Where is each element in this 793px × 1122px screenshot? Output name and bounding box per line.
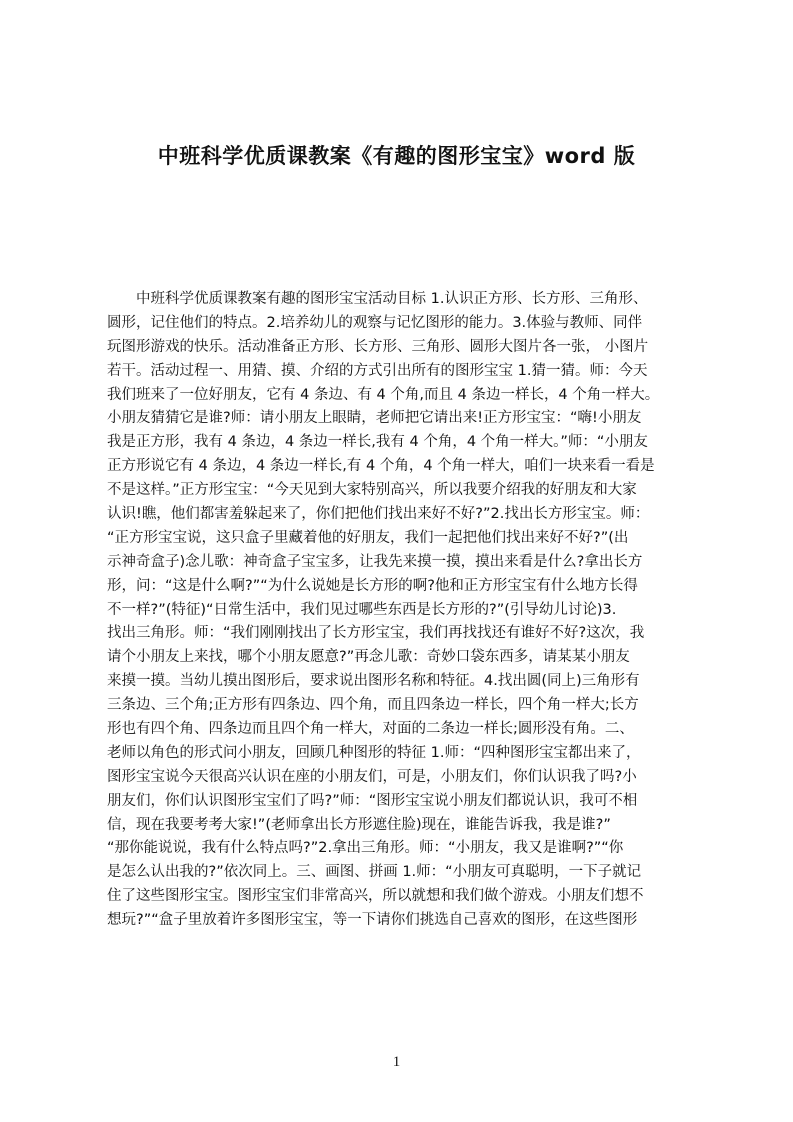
text-line: “正方形宝宝说，这只盒子里藏着他的好朋友，我们一起把他们找出来好不好?”(出 [107,529,629,546]
document-title: 中班科学优质课教案《有趣的图形宝宝》word 版 [157,144,636,168]
text-line: 请个小朋友上来找，哪个小朋友愿意?”再念儿歌：奇妙口袋东西多，请某某小朋友 [107,649,630,666]
body-paragraph [107,288,697,933]
text-line: 我们班来了一位好朋友，它有 4 条边、有 4 个角,而且 4 条边一样长，4 个角一样大。 [107,386,660,403]
text-line: 图形宝宝说今天很高兴认识在座的小朋友们，可是，小朋友们，你们认识我了吗?小 [107,768,637,785]
text-line: 玩图形游戏的快乐。活动准备正方形、长方形、三角形、圆形大图片各一张， 小图片 [107,338,649,355]
text-line: 中班科学优质课教案有趣的图形宝宝活动目标 1.认识正方形、长方形、三角形、 [107,291,648,307]
text-line: 信，现在我要考考大家!”(老师拿出长方形遮住脸)现在，谁能告诉我，我是谁?” [107,816,611,833]
text-line: 形，问：“这是什么啊?”“为什么说她是长方形的啊?他和正方形宝宝有什么地方长得 [107,577,638,594]
text-line: 来摸一摸。当幼儿摸出图形后，要求说出图形名称和特征。4.找出圆(同上)三角形有 [107,673,640,690]
text-line: 老师以角色的形式问小朋友，回顾几种图形的特征 1.师：“四种图形宝宝都出来了， [107,744,641,761]
text-line: “那你能说说，我有什么特点吗?”2.拿出三角形。师：“小朋友，我又是谁啊?”“你 [107,840,624,857]
text-line: 若干。活动过程一、用猜、摸、介绍的方式引出所有的图形宝宝 1.猜一猜。师：今天 [107,362,648,379]
text-line: 不是这样。”正方形宝宝：“今天见到大家特别高兴，所以我要介绍我的好朋友和大家 [107,482,637,499]
text-line: 我是正方形，我有 4 条边，4 条边一样长,我有 4 个角，4 个角一样大。”师：“小朋友 [107,434,648,451]
text-line: 三条边、三个角;正方形有四条边、四个角，而且四条边一样长，四个角一样大;长方 [107,697,639,714]
text-line: 形也有四个角、四条边而且四个角一样大，对面的二条边一样长;圆形没有角。二、 [107,721,634,738]
text-line: 住了这些图形宝宝。图形宝宝们非常高兴，所以就想和我们做个游戏。小朋友们想不 [107,888,644,905]
text-line: 正方形说它有 4 条边，4 条边一样长,有 4 个角，4 个角一样大，咱们一块来看一看是 [107,458,655,475]
text-line: 找出三角形。师：“我们刚刚找出了长方形宝宝，我们再找找还有谁好不好?这次，我 [107,625,645,642]
text-line: 朋友们，你们认识图形宝宝们了吗?”师：“图形宝宝说小朋友们都说认识，我可不相 [107,792,638,809]
page-number: 1 [392,1054,401,1070]
text-line: 不一样?”(特征)“日常生活中，我们见过哪些东西是长方形的?”(引导幼儿讨论)3. [107,601,617,618]
text-line: 想玩?”“盒子里放着许多图形宝宝，等一下请你们挑选自己喜欢的图形，在这些图形 [107,912,638,929]
text-line: 是怎么认出我的?”依次同上。三、画图、拼画 1.师：“小朋友可真聪明，一下子就记 [107,864,642,881]
text-line: 圆形，记住他们的特点。2.培养幼儿的观察与记忆图形的能力。3.体验与教师、同伴 [107,314,643,331]
text-line: 示神奇盒子)念儿歌：神奇盒子宝宝多，让我先来摸一摸，摸出来看是什么?拿出长方 [107,553,643,570]
text-line: 认识!瞧，他们都害羞躲起来了，你们把他们找出来好不好?”2.找出长方形宝宝。师： [107,506,650,523]
text-line: 小朋友猜猜它是谁?师：请小朋友上眼睛，老师把它请出来!正方形宝宝：“嗨!小朋友 [107,410,642,427]
